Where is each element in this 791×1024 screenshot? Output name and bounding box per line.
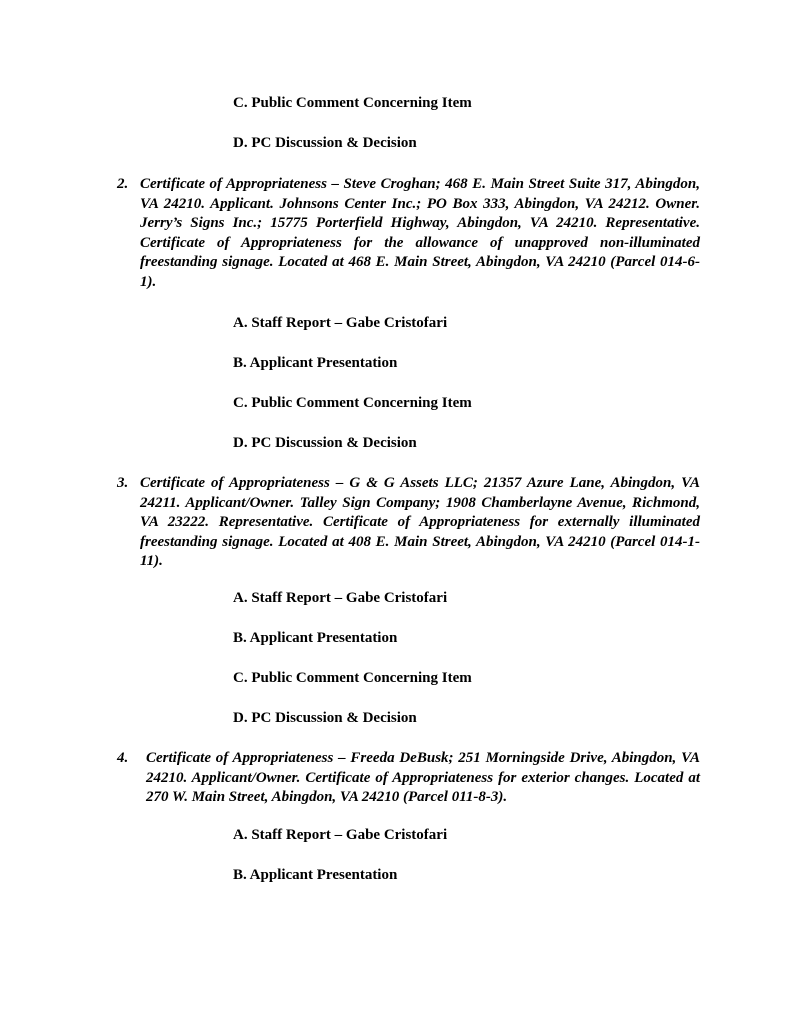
step-applicant-presentation: B. Applicant Presentation [233, 355, 398, 371]
step-public-comment: C. Public Comment Concerning Item [233, 395, 472, 411]
agenda-item-2 [117, 175, 700, 293]
step-pc-discussion: D. PC Discussion & Decision [233, 435, 417, 451]
item-number: 4. [117, 750, 129, 766]
step-staff-report: A. Staff Report – Gabe Cristofari [233, 315, 448, 331]
step-pc-discussion: D. PC Discussion & Decision [233, 710, 417, 726]
step-applicant-presentation: B. Applicant Presentation [233, 630, 398, 646]
item-number: 3. [117, 475, 129, 491]
agenda-item-3 [117, 474, 700, 572]
agenda-item-4 [117, 749, 700, 808]
step-staff-report: A. Staff Report – Gabe Cristofari [233, 590, 448, 606]
step-pc-discussion: D. PC Discussion & Decision [233, 135, 417, 151]
step-public-comment: C. Public Comment Concerning Item [233, 670, 472, 686]
item-number: 2. [117, 176, 129, 192]
item-description: Certificate of Appropriateness – G & G Assets LLC; 21357 Azure Lane, Abingdon, VA 24211. Applicant/Owner. Talley Sign Company; 1908 Chamberlayne Avenue, Richmond, VA 23222. Representative. Certificate of Appropriateness for externally illuminated freestanding signage. Located at 408 E. Main Street, Abingdon, VA 24210 (Parcel 014-1-11). [140, 475, 700, 570]
item-description: Certificate of Appropriateness – Steve Croghan; 468 E. Main Street Suite 317, Abingdon, VA 24210. Applicant. Johnsons Center Inc.; PO Box 333, Abingdon, VA 24212. Owner. Jerry’s Signs Inc.; 15775 Porterfield Highway, Abingdon, VA 24210. Representative. Certificate of Appropriateness for the allowance of unapproved non-illuminated freestanding signage. Located at 468 E. Main Street, Abingdon, VA 24210 (Parcel 014-6-1). [140, 176, 700, 290]
step-applicant-presentation: B. Applicant Presentation [233, 867, 398, 883]
step-public-comment: C. Public Comment Concerning Item [233, 95, 472, 111]
step-staff-report: A. Staff Report – Gabe Cristofari [233, 827, 448, 843]
item-description: Certificate of Appropriateness – Freeda DeBusk; 251 Morningside Drive, Abingdon, VA 24210. Applicant/Owner. Certificate of Appropriateness for exterior changes. Located at 270 W. Main Street, Abingdon, VA 24210 (Parcel 011-8-3). [146, 750, 700, 806]
